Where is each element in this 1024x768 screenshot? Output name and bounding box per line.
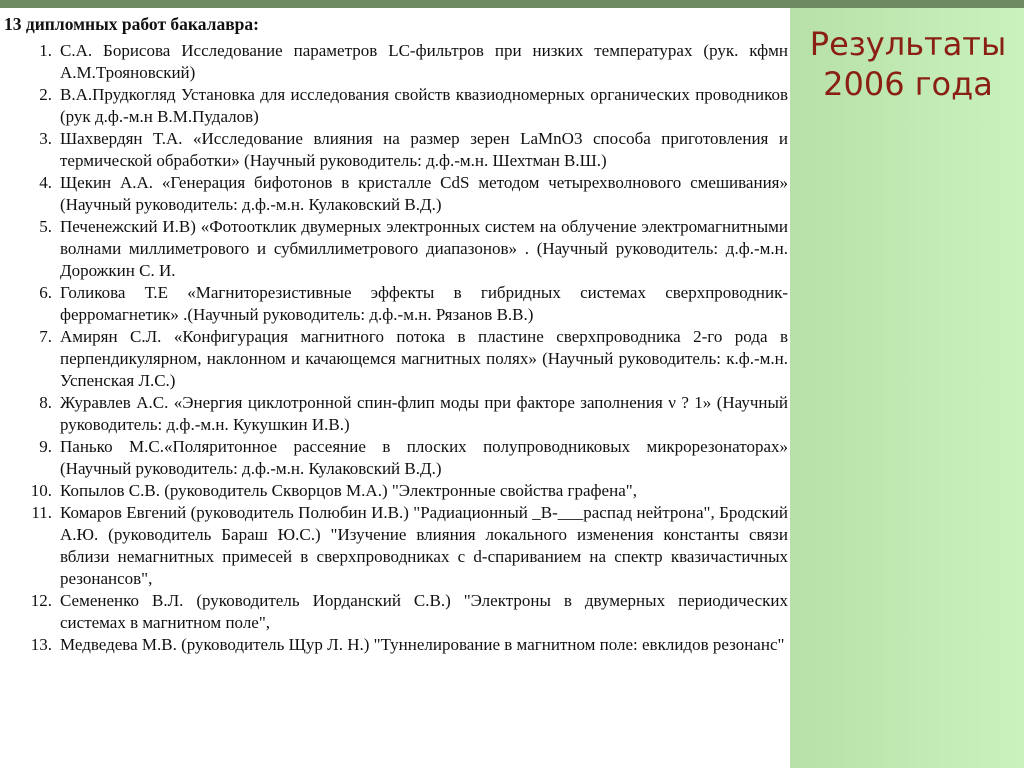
item-number: 9.	[39, 437, 52, 456]
item-number: 7.	[39, 327, 52, 346]
item-text: Журавлев А.С. «Энергия циклотронной спин-флип моды при факторе заполнения ν ? 1» (Научный руководитель: д.ф.-м.н. Кукушкин И.В.)	[60, 393, 788, 434]
document-pane	[0, 8, 790, 768]
item-text: Семененко В.Л. (руководитель Иорданский С.В.) "Электроны в двумерных периодических системах в магнитном поле",	[60, 591, 788, 632]
item-text: Комаров Евгений (руководитель Полюбин И.В.) "Радиационный _B-___распад нейтрона", Бродский А.Ю. (руководитель Бараш Ю.С.) "Изучение влияния локального изменения константы связи вблизи немагнитных примесей в сверхпроводниках с d-спариванием на спектр квазичастичных резонансов",	[60, 503, 788, 588]
item-text: С.А. Борисова Исследование параметров LC-фильтров при низких температурах (рук. кфмн А.М.Трояновский)	[60, 41, 788, 82]
list-item	[0, 172, 790, 216]
item-text: Медведева М.В. (руководитель Щур Л. Н.) "Туннелирование в магнитном поле: евклидов резонанс"	[60, 635, 785, 654]
item-text: Панько М.С.«Поляритонное рассеяние в плоских полупроводниковых микрорезонаторах» (Научный руководитель: д.ф.-м.н. Кулаковский В.Д.)	[60, 437, 788, 478]
slide-title	[792, 24, 1024, 104]
slide-title-line1: Результаты	[809, 25, 1007, 63]
item-number: 3.	[39, 129, 52, 148]
thesis-list	[0, 40, 790, 656]
list-item	[0, 480, 790, 502]
item-text: Шахвердян Т.А. «Исследование влияния на размер зерен LaMnO3 способа приготовления и термической обработки» (Научный руководитель: д.ф.-м.н. Шехтман В.Ш.)	[60, 129, 788, 170]
item-text: Голикова Т.Е «Магниторезистивные эффекты в гибридных системах сверхпроводник-ферромагнетик» .(Научный руководитель: д.ф.-м.н. Рязанов В.В.)	[60, 283, 788, 324]
item-number: 8.	[39, 393, 52, 412]
list-item	[0, 326, 790, 392]
list-item	[0, 128, 790, 172]
list-item	[0, 392, 790, 436]
list-item	[0, 502, 790, 590]
list-item	[0, 216, 790, 282]
item-number: 6.	[39, 283, 52, 302]
item-text: Печенежский И.В) «Фотоотклик двумерных электронных систем на облучение электромагнитными волнами миллиметрового и субмиллиметрового диапазонов» . (Научный руководитель: д.ф.-м.н. Дорожкин С. И.	[60, 217, 788, 280]
list-item	[0, 84, 790, 128]
item-number: 4.	[39, 173, 52, 192]
item-number: 10.	[30, 481, 52, 500]
document-heading: 13 дипломных работ бакалавра:	[4, 14, 259, 34]
item-text: Амирян С.Л. «Конфигурация магнитного потока в пластине сверхпроводника 2-го рода в перпендикулярном, наклонном и качающемся магнитных полях» (Научный руководитель: к.ф.-м.н. Успенская Л.С.)	[60, 327, 788, 390]
item-text: Копылов С.В. (руководитель Скворцов М.А.) "Электронные свойства графена",	[60, 481, 637, 500]
item-text: Щекин А.А. «Генерация бифотонов в кристалле CdS методом четырехволнового смешивания» (Научный руководитель: д.ф.-м.н. Кулаковский В.Д.)	[60, 173, 788, 214]
list-item	[0, 40, 790, 84]
list-item	[0, 590, 790, 634]
list-item	[0, 634, 790, 656]
top-bar	[0, 0, 1024, 8]
item-number: 5.	[39, 217, 52, 236]
item-number: 1.	[39, 41, 52, 60]
item-text: В.А.Прудкогляд Установка для исследования свойств квазиодномерных органических проводников (рук д.ф.-м.н В.М.Пудалов)	[60, 85, 788, 126]
slide-title-line2: 2006 года	[823, 65, 993, 103]
item-number: 13.	[30, 635, 52, 654]
list-item	[0, 436, 790, 480]
item-number: 12.	[30, 591, 52, 610]
item-number: 2.	[39, 85, 52, 104]
list-item	[0, 282, 790, 326]
item-number: 11.	[31, 503, 52, 522]
